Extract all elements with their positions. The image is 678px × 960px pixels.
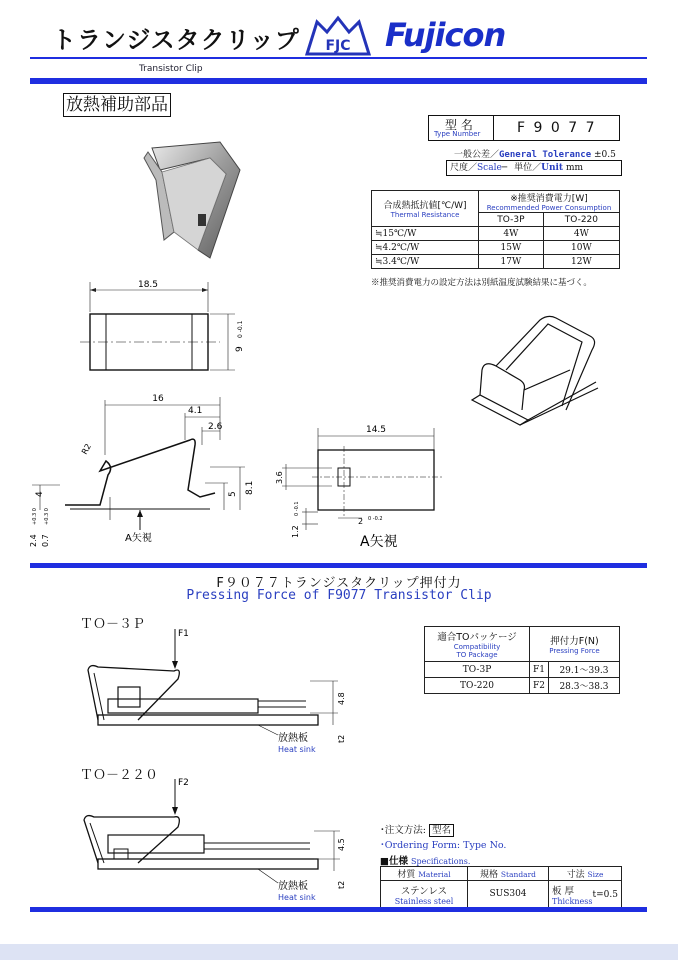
dim-top-width: 18.5 (137, 280, 159, 290)
dim-view-slot: 2 (358, 517, 364, 526)
spec-table (380, 866, 622, 908)
dim-top-height-tol: 0 -0.1 (237, 320, 244, 338)
dim-view-h: 3.6 (275, 471, 284, 484)
type-label-jp: 型 名 (445, 118, 473, 132)
thermal-h2-jp: ※推奨消費電力[W] (510, 194, 588, 204)
dim-to220-45: 4.5 (337, 838, 346, 851)
spec-title-jp: ■仕様 (380, 856, 408, 867)
table-row (372, 241, 620, 255)
force-f: F1 (530, 662, 549, 678)
thermal-table (371, 190, 620, 269)
dim-to3p-t2: t2 (337, 734, 346, 743)
thermal-h1-jp: 合成熱抵抗値[℃/W] (383, 201, 467, 211)
thermal-h2-en: Recommended Power Consumption (486, 204, 612, 212)
section2-title-en: Pressing Force of F9077 Transistor Clip (186, 588, 492, 603)
scale-unit-box (446, 160, 622, 176)
spec-h-mat-en: Material (418, 870, 451, 879)
spec-size-en: Thickness (552, 896, 593, 906)
force-f: F2 (530, 678, 549, 694)
iso-drawing (470, 310, 610, 435)
dim-side-c: 8.1 (245, 480, 255, 495)
to220-drawing (78, 775, 348, 905)
thermal-resistance: ≒15℃/W (372, 227, 479, 241)
thermal-resistance: ≒3.4℃/W (372, 255, 479, 269)
type-label-en: Type Number (434, 130, 481, 138)
dim-view-width: 14.5 (365, 425, 387, 435)
spec-h-std-en: Standard (500, 870, 536, 879)
dim-side-f: 2.4 (29, 534, 38, 547)
spec-title-en: Specifications. (411, 857, 471, 866)
force-pkg: TO-3P (425, 662, 530, 678)
thermal-to3p: 4W (479, 227, 544, 241)
thermal-resistance: ≒4.2℃/W (372, 241, 479, 255)
force-table (424, 626, 620, 694)
thermal-to220: 12W (543, 255, 619, 269)
spec-title (380, 853, 470, 867)
side-view-drawing (30, 385, 260, 555)
heatsink-jp-1: 放熱板 (278, 733, 308, 744)
table-row (372, 255, 620, 269)
tolerance-value: ±0.5 (594, 150, 616, 160)
spec-size-jp: 板 厚 (552, 885, 575, 897)
type-number-box (428, 115, 620, 141)
table-row (381, 881, 622, 908)
scale-en: Scale (477, 163, 502, 173)
thermal-col-to220: TO-220 (543, 213, 619, 227)
thermal-to220: 10W (543, 241, 619, 255)
dim-view-hole-tol: 0 -0.1 (294, 501, 300, 516)
dim-to3p-48: 4.8 (337, 692, 346, 705)
to220-label: ＴＯ－２２０ (80, 768, 159, 783)
thermal-to3p: 15W (479, 241, 544, 255)
dim-side-g-tol: +0.3 0 (44, 508, 50, 525)
force-h1-en: Compatibility TO Package (453, 643, 501, 659)
tolerance-jp: 一般公差／ (454, 150, 500, 160)
dim-side-r: R2 (79, 442, 94, 456)
thermal-col-to3p: TO-3P (479, 213, 544, 227)
tolerance-en: General Tolerance (499, 150, 592, 160)
dim-view-slot-tol: 0 -0.2 (368, 516, 383, 522)
force-h2-jp: 押付力F(N) (550, 636, 599, 647)
mid-band (30, 563, 647, 568)
fjc-logo-text: FJC (325, 38, 351, 54)
header-rule (30, 57, 647, 59)
type-number-value: F 9 0 7 7 (517, 120, 597, 136)
tolerance-line (454, 147, 616, 160)
top-view-drawing (70, 270, 260, 380)
spec-std: SUS304 (468, 881, 549, 908)
page-title: トランジスタクリップ (52, 26, 300, 54)
dim-side-g: 0.7 (41, 534, 50, 547)
table-row (425, 678, 620, 694)
dim-side-b: 2.6 (208, 422, 223, 432)
heatsink-en-1: Heat sink (278, 745, 316, 754)
arrow-a-label: A矢視 (125, 533, 152, 544)
spec-mat-en: Stainless steel (394, 896, 454, 906)
heatsink-en-2: Heat sink (278, 893, 316, 902)
scale-value: ─ (501, 163, 508, 173)
spec-size-value: t=0.5 (592, 890, 618, 900)
spec-mat-jp: ステンレス (400, 885, 448, 897)
spec-h-size-en: Size (587, 870, 604, 879)
section2-title-jp: F９０７７トランジスタクリップ押付力 (216, 576, 462, 591)
scale-jp: 尺度／ (450, 163, 478, 173)
order-en: ･Ordering Form: Type No. (380, 840, 507, 851)
force-h2-en: Pressing Force (549, 647, 600, 655)
a-view-label: A矢視 (360, 534, 398, 550)
dim-side-f-tol: +0.3 0 (32, 508, 38, 525)
force-pkg: TO-220 (425, 678, 530, 694)
thermal-h1-en: Thermal Resistance (390, 211, 460, 219)
dim-side-length: 16 (152, 394, 164, 404)
table-row (372, 227, 620, 241)
page-subtitle: Transistor Clip (139, 64, 203, 74)
unit-en: Unit (541, 163, 564, 173)
spec-h-size-jp: 寸法 (566, 870, 585, 880)
a-view-drawing (272, 420, 452, 560)
dim-view-hole: 1.2 (291, 525, 300, 538)
dim-top-height: 9 (235, 346, 245, 352)
to3p-drawing (78, 625, 348, 760)
force-f2-label: F2 (178, 778, 189, 788)
header-band (30, 78, 647, 84)
force-value: 28.3～38.3 (548, 678, 619, 694)
dim-side-d: 5 (228, 491, 238, 497)
unit-value: mm (565, 163, 584, 173)
dim-side-e: 4 (35, 491, 45, 497)
thermal-note: ※推奨消費電力の設定方法は別紙温度試験結果に基づく。 (371, 278, 592, 288)
dim-to220-t2: t2 (337, 880, 346, 889)
force-f1-label: F1 (178, 629, 189, 639)
unit-jp: 単位／ (514, 163, 542, 173)
dim-side-a: 4.1 (188, 406, 203, 416)
order-jp (380, 822, 454, 836)
table-row (425, 662, 620, 678)
to3p-label: ＴＯ－３Ｐ (80, 617, 146, 632)
order-jp-label: ･注文方法: (380, 825, 426, 836)
brand-logo: Fujicon (385, 16, 506, 54)
heatsink-jp-2: 放熱板 (278, 881, 308, 892)
category-label: 放熱補助部品 (63, 93, 171, 117)
thermal-to3p: 17W (479, 255, 544, 269)
clip-photo (140, 140, 250, 265)
force-value: 29.1～39.3 (548, 662, 619, 678)
thermal-to220: 4W (543, 227, 619, 241)
footer-band (30, 907, 647, 912)
force-h1-jp: 適合TOパッケージ (437, 632, 517, 643)
fjc-logo (305, 16, 371, 56)
spec-h-std-jp: 規格 (479, 870, 498, 880)
spec-h-mat-jp: 材質 (397, 870, 416, 880)
bottom-strip (0, 944, 678, 960)
order-jp-box: 型名 (429, 824, 454, 837)
